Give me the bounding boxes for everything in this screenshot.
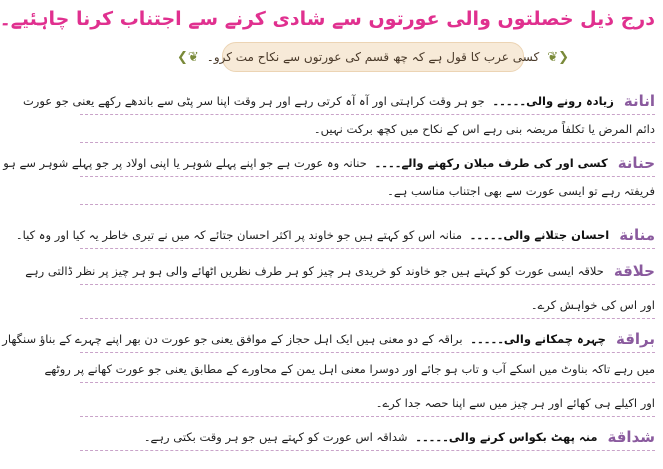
- entry-text: جو ہر وقت کراہتی اور آہ آہ کرتی رہے اور ہر وقت اپنا سر پٹی سے باندھے رکھے یعنی جو عورت: [22, 94, 485, 108]
- entry-line: [44, 356, 655, 383]
- entry-lead: زیادہ رونے والی۔۔۔۔۔: [492, 94, 614, 108]
- entry-line: [80, 116, 655, 143]
- ornament-right-icon: ❮❦: [547, 49, 569, 65]
- entry-line: [80, 292, 655, 319]
- entry-text: حنانہ وہ عورت ہے جو اپنے پہلے شوہر یا اپنی اولاد پر جو پہلے شوہر سے ہو: [3, 156, 367, 170]
- ornament-left-icon: ❦❯: [177, 49, 199, 65]
- entry-term: شداقة: [607, 428, 655, 446]
- page-heading: درج ذیل خصلتوں والی عورتوں سے شادی کرنے سے اجتناب کرنا چاہئیے۔: [0, 8, 655, 30]
- entry-term: انانة: [623, 92, 655, 110]
- entry-lead: کسی اور کی طرف میلان رکھنے والے۔۔۔۔: [374, 156, 608, 170]
- entry-line: [22, 88, 655, 115]
- entry-text: شداقہ اس عورت کو کہتے ہیں جو ہر وقت بکتی رہے۔: [143, 430, 408, 444]
- entry-line: [80, 390, 655, 417]
- entry-line: [25, 258, 655, 285]
- entry-text: اور اکیلے ہی کھائے اور ہر چیز میں سے اپنا حصہ جدا کرے۔: [375, 396, 655, 410]
- entry-term: براقة: [615, 330, 655, 348]
- entry-term: حلاقة: [613, 262, 655, 280]
- entry-lead: چہرہ چمکانے والی۔۔۔۔۔: [470, 332, 606, 346]
- entry-text: میں رہے تاکہ بناوٹ میں اسکے آب و تاب ہو جائے اور دوسرا معنی اہل یمن کے محاورے کے مطابق یعنی جو عورت کھانے پر روٹھے: [44, 362, 655, 376]
- entry-line: [15, 222, 655, 249]
- quote-banner: [177, 42, 569, 72]
- entry-lead: منہ پھٹ بکواس کرنے والی۔۔۔۔۔: [415, 430, 598, 444]
- entry-term: منانة: [619, 226, 655, 244]
- entry-text: حلاقہ ایسی عورت کو کہتے ہیں جو خاوند کو خریدی ہر چیز کو ہر طرف نظریں اٹھائے والی ہو ہر چیز پر نظر ڈالتی رہے: [25, 264, 604, 278]
- entry-text: اور اس کی خواہش کرے۔: [530, 298, 655, 312]
- entry-text: منانہ اس کو کہتے ہیں جو خاوند پر اکثر احسان جتائے کہ میں نے تیری خاطر یہ کیا اور وہ کیا۔: [15, 228, 462, 242]
- entry-line: [2, 326, 655, 353]
- entry-line: [3, 150, 655, 177]
- entry-lead: احسان جتلانے والی۔۔۔۔۔: [469, 228, 610, 242]
- entry-line: [80, 424, 655, 451]
- entry-line: [80, 178, 655, 205]
- entry-text: دائم المرض یا تکلفاً مریضہ بنی رہے اس کے نکاح میں کچھ برکت نہیں۔: [313, 122, 655, 136]
- entry-text: براقہ کے دو معنی ہیں ایک اہل حجاز کے موافق یعنی جو عورت دن بھر اپنے چہرے کے بناؤ سنگھار: [2, 332, 463, 346]
- quote-text: کسی عرب کا قول ہے کہ چھ قسم کی عورتوں سے نکاح مت کرو۔: [206, 50, 540, 64]
- entry-text: فریفتہ رہے تو ایسی عورت سے بھی اجتناب مناسب ہے۔: [387, 184, 655, 198]
- entry-term: حنانة: [617, 154, 655, 172]
